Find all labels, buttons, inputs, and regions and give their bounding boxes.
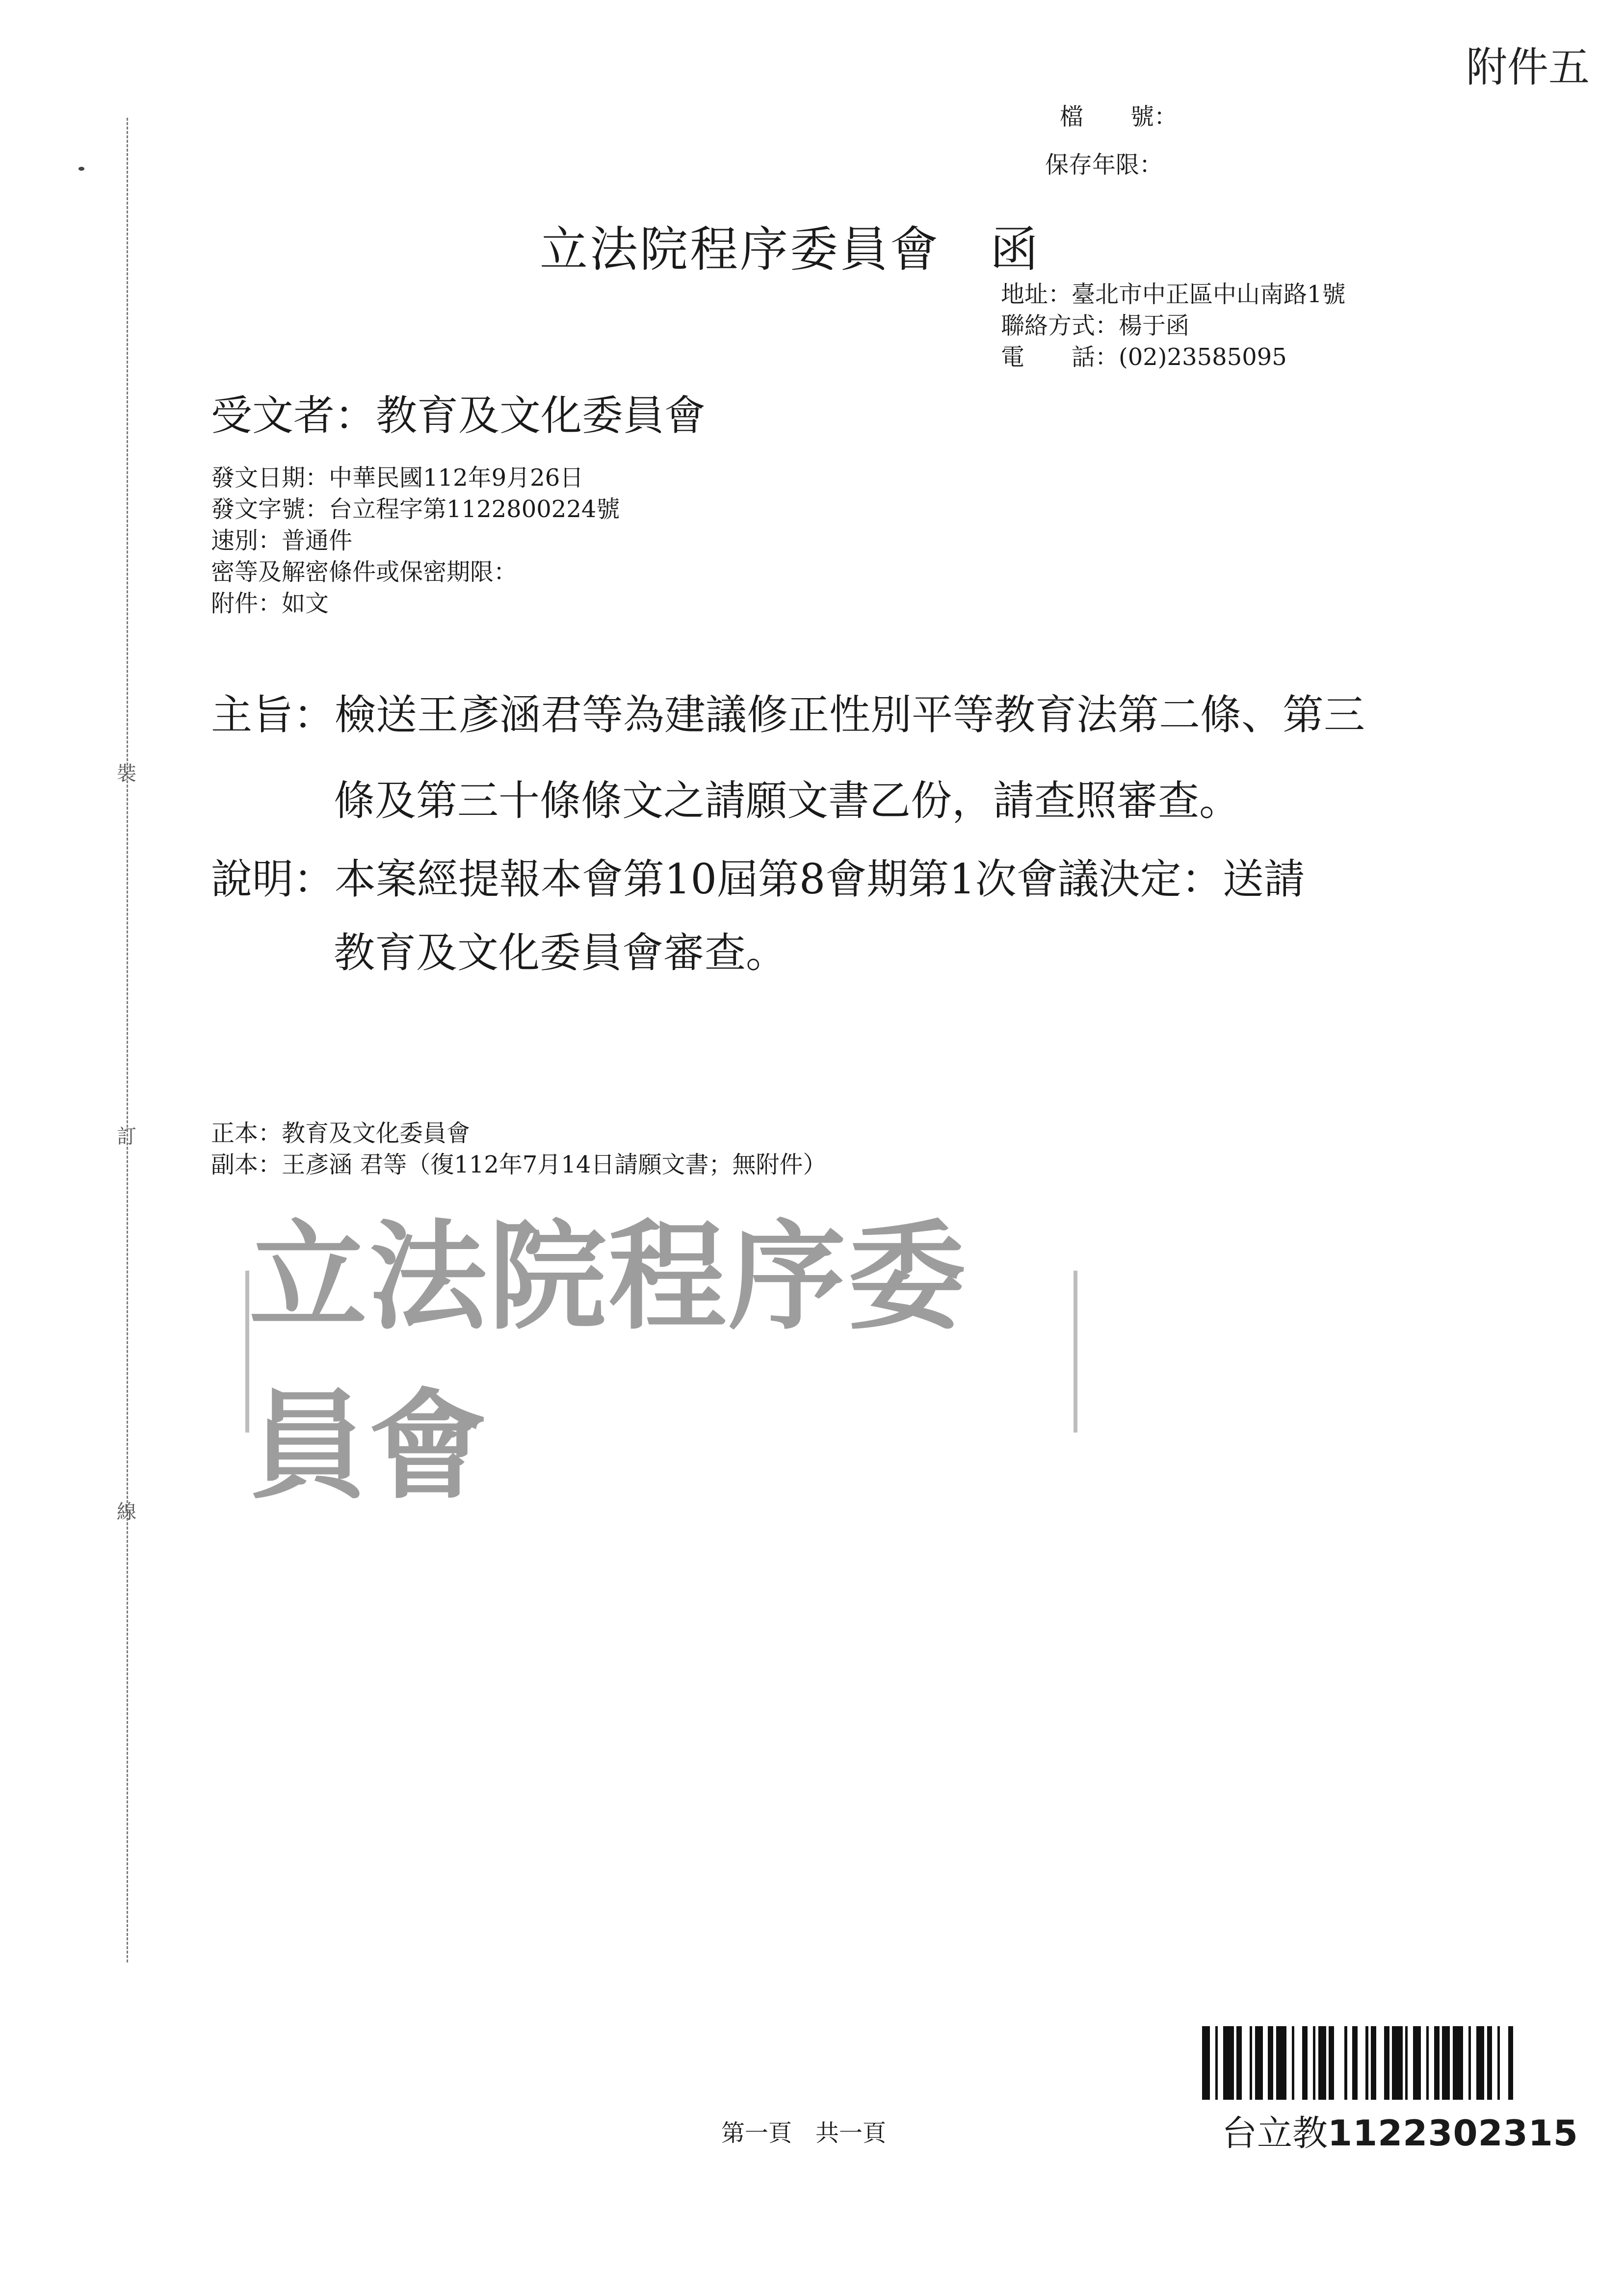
file-number-label: 檔 號： — [1060, 103, 1178, 130]
barcode-stripe — [1242, 2026, 1250, 2100]
barcode-stripe — [1334, 2026, 1345, 2100]
attachment-info: 附件：如文 — [211, 590, 329, 617]
barcode-stripe — [1358, 2026, 1365, 2100]
barcode-stripe — [1442, 2026, 1450, 2100]
barcode-stripe — [1492, 2026, 1497, 2100]
barcode-stripe — [1463, 2026, 1468, 2100]
issue-date: 發文日期：中華民國112年9月26日 — [211, 464, 584, 492]
barcode-number — [1222, 2105, 1578, 2156]
sender-phone: 電 話：(02)23585095 — [1001, 343, 1287, 371]
recipient-line — [211, 383, 706, 442]
barcode-stripe — [1487, 2026, 1493, 2100]
binding-mark-ding: 訂 — [117, 1125, 136, 1148]
binding-mark-zhuang: 裝 — [117, 762, 136, 785]
barcode-stripe — [1421, 2026, 1426, 2100]
barcode-stripe — [1476, 2026, 1484, 2100]
issue-doc-number: 發文字號：台立程字第1122800224號 — [211, 496, 620, 523]
document-title: 立法院程序委員會 函 — [540, 222, 1041, 278]
barcode-stripe — [1286, 2026, 1292, 2100]
barcode-stripe — [1308, 2026, 1313, 2100]
annex-label: 附件五 — [1466, 43, 1590, 91]
barcode-stripe — [1413, 2026, 1421, 2100]
barcode-stripe — [1392, 2026, 1403, 2100]
subject-text-2: 條及第三十條條文之請願文書乙份，請查照審查。 — [334, 777, 1241, 825]
barcode-stripe — [1352, 2026, 1358, 2100]
recipient-label: 受文者： — [211, 391, 376, 440]
barcode-stripe — [1376, 2026, 1384, 2100]
barcode-prefix: 台立教 — [1222, 2113, 1328, 2154]
barcode-stripe — [1210, 2026, 1215, 2100]
seal-text: 立法院程序委員會 — [249, 1207, 968, 1515]
secrecy-level: 密等及解密條件或保密期限： — [211, 558, 518, 586]
barcode-stripe — [1429, 2026, 1434, 2100]
barcode-stripe — [1513, 2026, 1516, 2100]
barcode-stripe — [1453, 2026, 1464, 2100]
sender-contact-person: 聯絡方式：楊于函 — [1001, 312, 1190, 339]
barcode-stripe — [1294, 2026, 1302, 2100]
barcode-stripe — [1268, 2026, 1273, 2100]
barcode-stripe — [1500, 2026, 1508, 2100]
subject-label: 主旨： — [211, 691, 335, 739]
committee-seal-stamp — [245, 1207, 1077, 1515]
barcode-stripe — [1371, 2026, 1376, 2100]
page-footer: 第一頁 共一頁 — [721, 2119, 887, 2147]
subject-line-1 — [211, 682, 1365, 741]
barcode-stripe — [1255, 2026, 1263, 2100]
scan-speck — [79, 167, 84, 171]
recipient-value: 教育及文化委員會 — [376, 391, 706, 440]
barcode-stripe — [1276, 2026, 1287, 2100]
barcode-stripe — [1434, 2026, 1440, 2100]
barcode-digits: 1122302315 — [1328, 2113, 1578, 2154]
barcode-stripe — [1218, 2026, 1223, 2100]
barcode-stripe — [1408, 2026, 1413, 2100]
barcode-stripe — [1223, 2026, 1234, 2100]
barcode-stripe — [1202, 2026, 1210, 2100]
barcode-stripe — [1508, 2026, 1514, 2100]
explanation-text-2: 教育及文化委員會審查。 — [334, 929, 787, 977]
original-recipient: 正本：教育及文化委員會 — [211, 1120, 471, 1147]
retention-period-label: 保存年限： — [1045, 151, 1163, 179]
barcode-stripe — [1329, 2026, 1334, 2100]
barcode-stripe — [1318, 2026, 1326, 2100]
binding-mark-xian: 線 — [117, 1501, 136, 1523]
binding-dashed-line — [127, 118, 128, 1962]
subject-text-1: 檢送王彥涵君等為建議修正性別平等教育法第二條、第三 — [335, 691, 1365, 739]
explanation-label: 說明： — [211, 855, 335, 903]
document-barcode — [1202, 2026, 1516, 2100]
delivery-speed: 速別：普通件 — [211, 527, 353, 554]
barcode-stripe — [1471, 2026, 1476, 2100]
barcode-stripe — [1347, 2026, 1353, 2100]
explanation-text-1: 本案經提報本會第10屆第8會期第1次會議決定：送請 — [335, 855, 1305, 903]
explanation-line-1 — [211, 846, 1305, 906]
barcode-stripe — [1263, 2026, 1268, 2100]
barcode-stripe — [1302, 2026, 1308, 2100]
barcode-stripe — [1236, 2026, 1242, 2100]
barcode-stripe — [1384, 2026, 1389, 2100]
sender-address: 地址：臺北市中正區中山南路1號 — [1001, 281, 1346, 308]
copy-recipient: 副本：王彥涵 君等（復112年7月14日請願文書；無附件） — [211, 1151, 827, 1178]
